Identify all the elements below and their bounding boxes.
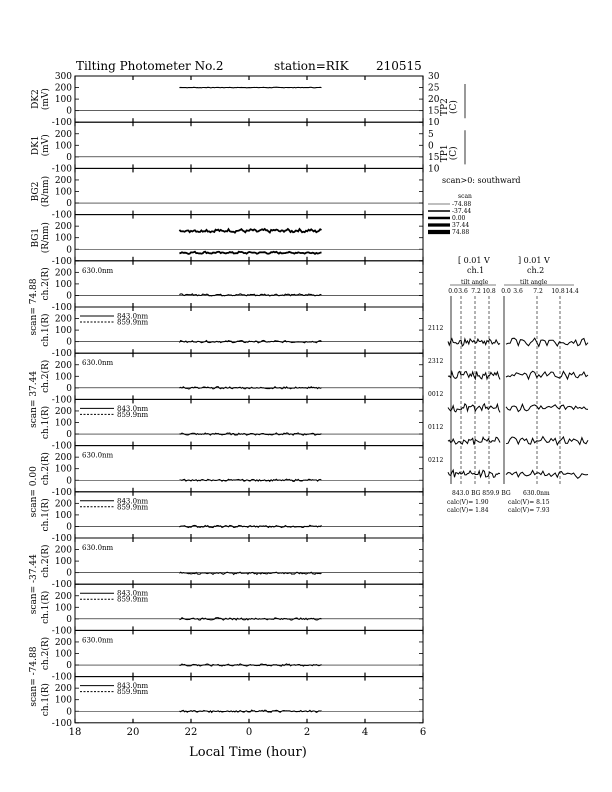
panel-s4c1: [40, 584, 423, 636]
tilt-row-trace: [448, 470, 500, 477]
y-tick-label: 100: [54, 603, 72, 614]
legend-label: 843.0nm: [117, 682, 149, 691]
right-axis-label: TP1(C): [440, 144, 459, 163]
wavelength-note: 630.0nm: [82, 266, 114, 275]
ch2-tick-label: 14.4: [565, 288, 579, 295]
y-tick-label: 0: [66, 383, 72, 394]
series-line: [179, 433, 321, 435]
y-tick-label: 100: [54, 141, 72, 152]
ch1-tick-label: 7.2: [471, 288, 481, 295]
y-axis-label: DK2(mV): [31, 88, 51, 111]
scan-label: scan= -74.88: [29, 646, 39, 707]
date-label: 210515: [376, 59, 422, 73]
y-tick-label: -100: [51, 487, 72, 498]
right-tick-label: 25: [428, 83, 440, 94]
scan-legend-heading: scan: [458, 193, 472, 200]
y-axis-label: BG2(R/nm): [31, 175, 51, 208]
y-axis-label: ch.2(R): [41, 544, 51, 578]
legend-label: 843.0nm: [117, 404, 149, 413]
panel-frame: [75, 446, 423, 492]
ch1-axis-label: tilt angle: [461, 279, 489, 286]
y-tick-label: 300: [54, 72, 72, 82]
scan-legend: [428, 176, 521, 236]
chart-title: Tilting Photometer No.2: [76, 59, 224, 73]
right-tick-label: 15: [428, 152, 440, 163]
tilt-row-trace: [448, 371, 500, 379]
panel-s5c1: [40, 677, 423, 729]
y-axis-label: ch.2(R): [41, 452, 51, 486]
y-tick-label: 200: [54, 406, 72, 417]
right-tick-label: 20: [428, 95, 440, 106]
panel-s3c1: [40, 492, 423, 544]
series-line: [179, 252, 321, 254]
legend-label: 859.9nm: [117, 595, 149, 604]
y-axis-label: ch.1(R): [41, 313, 51, 347]
y-tick-label: -100: [51, 210, 72, 221]
panel-frame: [75, 168, 423, 214]
y-axis-label: ch.1(R): [41, 590, 51, 624]
panel-dk2: [31, 72, 465, 128]
panel-frame: [75, 76, 423, 122]
legend-label: 843.0nm: [117, 312, 149, 321]
tilt-row-trace: [448, 404, 500, 413]
ch2-axis-label: tilt angle: [520, 279, 548, 286]
ch1-name: ch.1: [467, 266, 485, 275]
y-tick-label: 0: [66, 707, 72, 718]
y-tick-label: -100: [51, 303, 72, 313]
tilt-row-trace: [448, 437, 500, 444]
y-tick-label: 0: [66, 199, 72, 210]
panel-frame: [75, 261, 423, 307]
y-tick-label: 0: [66, 430, 72, 441]
scan-legend-item: 74.88: [452, 229, 470, 236]
legend-label: 859.9nm: [117, 318, 149, 327]
scan-label: scan= 0.00: [29, 466, 39, 518]
y-tick-label: 100: [54, 464, 72, 475]
y-tick-label: 0: [66, 291, 72, 302]
y-tick-label: 200: [54, 129, 72, 140]
y-tick-label: 200: [54, 222, 72, 233]
panel-stack: [29, 72, 465, 729]
panel-frame: [75, 353, 423, 399]
series-line: [179, 87, 321, 88]
scan-label: scan= 37.44: [29, 370, 39, 428]
panel-frame: [75, 215, 423, 261]
y-axis-label: ch.2(R): [41, 359, 51, 393]
tilt-row-trace: [448, 339, 500, 346]
y-axis-label: ch.1(R): [41, 683, 51, 717]
y-tick-label: 100: [54, 649, 72, 660]
ch2-tick-label: 3.6: [513, 288, 523, 295]
series-line: [179, 229, 321, 233]
x-tick-label: 0: [245, 726, 253, 738]
x-tick-label: 22: [184, 726, 198, 738]
y-tick-label: -100: [51, 395, 72, 406]
tilt-row-time: 0012: [428, 391, 444, 398]
wavelength-note: 630.0nm: [82, 636, 114, 645]
y-tick-label: -100: [51, 718, 72, 729]
y-tick-label: 200: [54, 268, 72, 279]
y-tick-label: 200: [54, 545, 72, 556]
y-tick-label: 200: [54, 83, 72, 94]
station-label: station=RIK: [274, 59, 349, 73]
legend-label: 843.0nm: [117, 589, 149, 598]
tilt-row-time: 0112: [428, 424, 444, 431]
panel-s2c2: [29, 353, 423, 428]
scan-legend-title: scan>0: southward: [442, 176, 521, 185]
y-tick-label: 100: [54, 695, 72, 706]
y-tick-label: 0: [66, 245, 72, 256]
tilt-row-trace: [506, 437, 588, 445]
ch2-tick-label: 0.0: [501, 288, 511, 295]
panel-dk1: [31, 122, 465, 174]
ch1-calc: calc(V)= 1.84: [447, 507, 489, 514]
y-tick-label: -100: [51, 580, 72, 591]
x-tick-label: 20: [126, 726, 140, 738]
y-tick-label: -100: [51, 118, 72, 129]
series-line: [179, 618, 321, 620]
y-tick-label: 200: [54, 453, 72, 464]
y-tick-label: 100: [54, 279, 72, 290]
wavelength-note: 630.0nm: [82, 359, 114, 368]
ch2-tick-label: 7.2: [533, 288, 543, 295]
tilt-row-time: 0212: [428, 457, 444, 464]
panel-s5c2: [29, 630, 423, 706]
y-tick-label: 200: [54, 591, 72, 602]
scan-label: scan= -37.44: [29, 554, 39, 615]
y-tick-label: 0: [66, 568, 72, 579]
ch2-calc: calc(V)= 7.93: [508, 507, 550, 514]
y-axis-label: BG1(R/nm): [31, 222, 51, 254]
legend-label: 859.9nm: [117, 688, 149, 697]
scan-legend-item: 0.00: [452, 215, 466, 222]
panel-bg2: [31, 168, 423, 220]
scan-legend-item: 37.44: [452, 222, 470, 229]
y-tick-label: 100: [54, 510, 72, 521]
panel-s1c1: [40, 307, 423, 359]
ch2-tick-label: 10.8: [551, 288, 565, 295]
legend-label: 843.0nm: [117, 497, 149, 506]
x-axis-label: Local Time (hour): [189, 745, 307, 760]
y-tick-label: -100: [51, 672, 72, 683]
y-tick-label: -100: [51, 256, 72, 267]
right-tick-label: 10: [428, 164, 440, 175]
tilt-row-trace: [506, 371, 588, 379]
y-tick-label: -100: [51, 441, 72, 452]
y-tick-label: 0: [66, 661, 72, 672]
panel-frame: [75, 630, 423, 676]
series-line: [179, 341, 321, 343]
right-tick-label: 10: [428, 118, 440, 129]
y-tick-label: 200: [54, 637, 72, 648]
right-tick-label: 15: [428, 106, 440, 117]
y-tick-label: 100: [54, 95, 72, 106]
y-tick-label: 200: [54, 175, 72, 186]
ch1-tick-label: 10.8: [482, 288, 496, 295]
y-tick-label: 0: [66, 106, 72, 117]
scan-legend-item: -37.44: [452, 208, 472, 215]
wavelength-note: 630.0nm: [82, 451, 114, 460]
tilt-row-trace: [506, 404, 588, 411]
x-tick-label: 2: [303, 726, 311, 738]
x-tick-label: 6: [419, 726, 427, 738]
ch1-tick-label: 3.6: [458, 288, 468, 295]
y-tick-label: 0: [66, 476, 72, 487]
panel-bg1: [31, 215, 423, 267]
x-tick-label: 18: [68, 726, 82, 738]
y-tick-label: 200: [54, 360, 72, 371]
right-tick-label: 0: [428, 141, 434, 152]
y-tick-label: 100: [54, 233, 72, 244]
y-axis-label: ch.2(R): [41, 267, 51, 301]
y-tick-label: 200: [54, 499, 72, 510]
x-tick-label: 4: [361, 726, 369, 738]
y-tick-label: 0: [66, 522, 72, 533]
panel-s4c2: [29, 538, 423, 614]
y-tick-label: 100: [54, 326, 72, 337]
scan-label: scan= 74.88: [29, 278, 39, 336]
y-tick-label: 0: [66, 152, 72, 163]
y-tick-label: 100: [54, 418, 72, 429]
scan-legend-item: -74.88: [452, 201, 472, 208]
ch2-footer-label: 630.0nm: [523, 490, 550, 497]
tilt-row-time: 2312: [428, 358, 444, 365]
ch2-calc: calc(V)= 8.15: [508, 499, 550, 506]
ch1-tick-label: 0.0: [448, 288, 458, 295]
y-tick-label: 100: [54, 187, 72, 198]
y-tick-label: -100: [51, 626, 72, 637]
right-axis-label: TP2(C): [440, 98, 459, 116]
panel-frame: [75, 538, 423, 584]
y-tick-label: 0: [66, 614, 72, 625]
panel-s1c2: [29, 261, 423, 336]
right-tick-label: 30: [428, 72, 440, 82]
y-axis-label: ch.2(R): [41, 636, 51, 671]
legend-label: 859.9nm: [117, 503, 149, 512]
x-axis: [69, 727, 427, 738]
ch2-name: ch.2: [527, 266, 545, 275]
y-tick-label: 100: [54, 372, 72, 383]
tilt-angle-panel: [428, 256, 588, 514]
y-axis-label: ch.1(R): [41, 498, 51, 532]
wavelength-note: 630.0nm: [82, 544, 114, 552]
right-tick-label: 5: [428, 129, 434, 140]
panel-s2c1: [40, 399, 423, 451]
series-line: [179, 479, 321, 481]
y-axis-label: ch.1(R): [41, 405, 51, 440]
legend-label: 859.9nm: [117, 410, 149, 419]
panel-frame: [75, 122, 423, 168]
tilt-row-trace: [506, 471, 588, 479]
ch2-scale: ] 0.01 V: [518, 256, 550, 265]
y-tick-label: -100: [51, 164, 72, 175]
y-tick-label: 200: [54, 684, 72, 695]
tilt-row-trace: [506, 338, 588, 346]
series-line: [179, 710, 321, 712]
ch1-calc: calc(V)= 1.90: [447, 499, 489, 506]
y-axis-label: DK1(mV): [31, 134, 51, 157]
y-tick-label: -100: [51, 349, 72, 360]
y-tick-label: -100: [51, 534, 72, 544]
y-tick-label: 200: [54, 314, 72, 325]
ch1-footer-label: 843.0 BG 859.9 BG: [452, 490, 511, 497]
y-tick-label: 100: [54, 557, 72, 568]
series-line: [179, 387, 321, 389]
tilt-row-time: 2112: [428, 325, 444, 332]
ch1-scale: [ 0.01 V: [458, 256, 490, 265]
y-tick-label: 0: [66, 337, 72, 348]
